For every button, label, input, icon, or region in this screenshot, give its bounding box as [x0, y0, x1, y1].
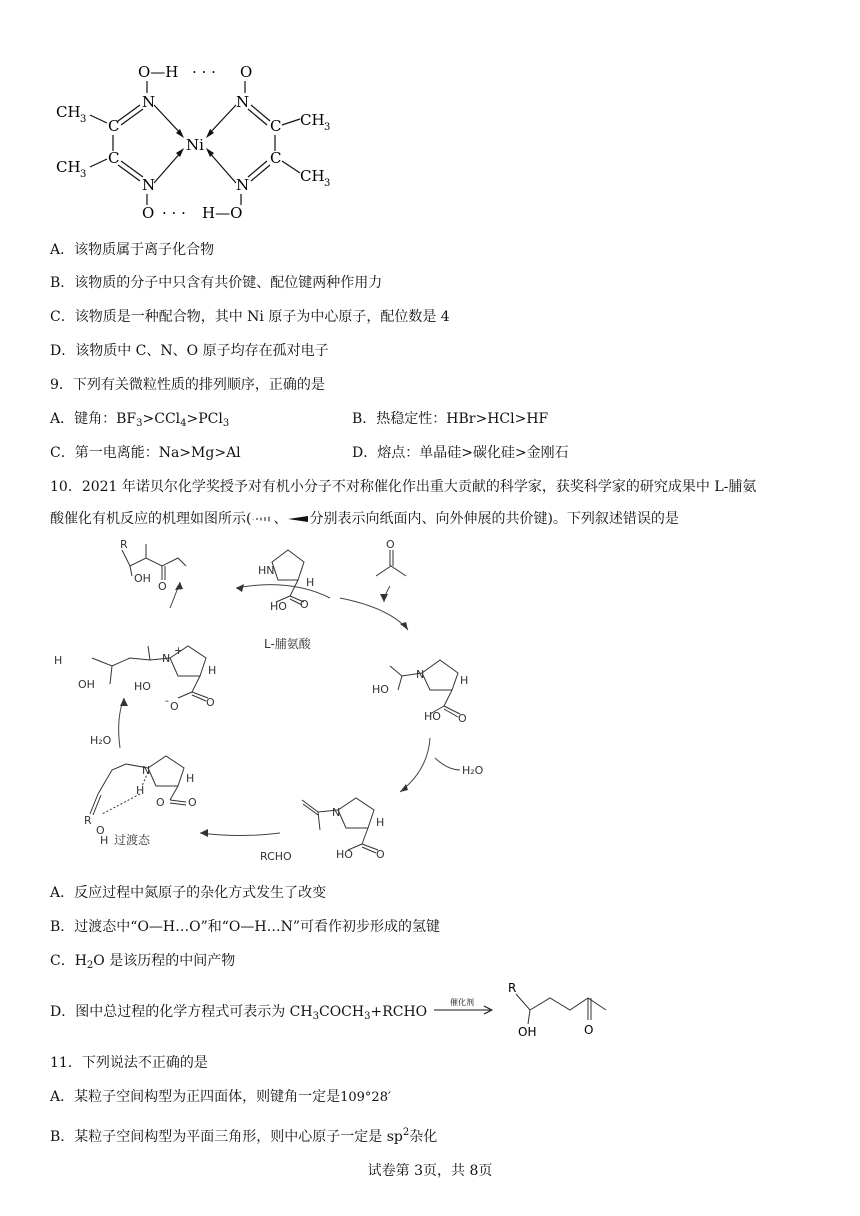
svg-text:O: O [206, 696, 215, 709]
svg-text:HO: HO [270, 600, 287, 613]
svg-text:H: H [460, 674, 469, 687]
svg-text:C: C [108, 117, 120, 135]
svg-text:3: 3 [80, 114, 87, 125]
svg-text:3: 3 [80, 169, 87, 180]
hashed-wedge-icon [251, 515, 273, 523]
transition-state-label: 过渡态 [114, 833, 151, 847]
svg-text:CH: CH [300, 111, 325, 129]
rcho-label: RCHO [260, 850, 292, 863]
svg-text:N: N [162, 652, 171, 665]
svg-text:H: H [376, 816, 385, 829]
svg-text:O: O [376, 848, 385, 861]
svg-text:H: H [54, 654, 63, 667]
svg-text:N: N [142, 176, 156, 194]
svg-text:O: O [458, 712, 467, 725]
svg-text:O: O [156, 796, 165, 809]
svg-text:O: O [142, 204, 155, 222]
svg-text:OH: OH [78, 678, 95, 691]
svg-text:N: N [142, 764, 151, 777]
svg-text:OH: OH [518, 1025, 537, 1039]
svg-text:CH: CH [56, 103, 81, 121]
proline-label: L-脯氨酸 [264, 637, 311, 651]
svg-text:N: N [236, 176, 250, 194]
svg-text:HO: HO [372, 683, 389, 696]
svg-text:R: R [84, 814, 92, 827]
svg-text:3: 3 [324, 178, 331, 189]
svg-text:H: H [100, 834, 109, 847]
q8-option-c: C．该物质是一种配合物，其中 Ni 原子为中心原子，配位数是 4 [50, 309, 450, 325]
svg-text:+: + [174, 644, 184, 657]
solid-wedge-icon [287, 515, 309, 523]
q10-option-d: D．图中总过程的化学方程式可表示为 $CH_3COCH_3+RCHO$ [50, 1004, 428, 1022]
q9-option-d: D．熔点：单晶硅>碳化硅>金刚石 [352, 445, 569, 461]
q8-option-a: A．该物质属于离子化合物 [50, 242, 215, 258]
q10-option-a: A．反应过程中氮原子的杂化方式发生了改变 [50, 885, 327, 901]
q11-option-a: A．某粒子空间构型为正四面体，则键角一定是109°28′ [50, 1089, 391, 1105]
svg-text:CH: CH [56, 158, 81, 176]
proline-catalysis-cycle [50, 538, 530, 868]
svg-text:R: R [508, 981, 517, 995]
svg-text:R: R [120, 538, 128, 551]
svg-text:H: H [306, 576, 315, 589]
q9-option-b: B．热稳定性：HBr>HCl>HF [352, 411, 549, 427]
svg-text:H—O: H—O [202, 204, 243, 222]
ni-atom: Ni [186, 136, 204, 154]
svg-text:OH: OH [134, 572, 151, 585]
q10-stem-line1: 10．2021 年诺贝尔化学奖授予对有机小分子不对称催化作出重大贡献的科学家，获奖科学家的研究成果中 L-脯氨 [50, 479, 757, 495]
svg-text:C: C [108, 149, 120, 167]
q8-option-d: D．该物质中 C、N、O 原子均存在孤对电子 [50, 343, 329, 359]
dots-top: · · · [192, 63, 216, 81]
svg-text:O: O [386, 538, 395, 551]
svg-text:N: N [416, 668, 425, 681]
q11-option-b: B．某粒子空间构型为平面三角形，则中心原子一定是 $sp^2$杂化 [50, 1127, 438, 1145]
water-in-label: H₂O [90, 734, 112, 747]
svg-text:H: H [186, 772, 195, 785]
q11-stem: 11．下列说法不正确的是 [50, 1055, 208, 1071]
svg-text:HO: HO [424, 710, 441, 723]
q10-stem-line2: 酸催化有机反应的机理如图所示( 、 分别表示向纸面内、向外伸展的共价键)。下列叙述错误的是 [50, 511, 679, 527]
svg-text:O: O [300, 598, 309, 611]
nickel-complex-structure [50, 55, 350, 225]
q9-stem: 9．下列有关微粒性质的排列顺序，正确的是 [50, 377, 325, 393]
svg-text:· · ·: · · · [162, 204, 186, 222]
q9-option-c: C．第一电离能：Na>Mg>Al [50, 445, 241, 461]
catalyst-arrow [432, 996, 496, 1020]
oh-top: O—H [138, 63, 179, 81]
svg-text:3: 3 [324, 122, 331, 133]
svg-text:HN: HN [258, 564, 275, 577]
svg-text:C: C [270, 117, 282, 135]
svg-text:N: N [142, 93, 156, 111]
q8-option-b: B．该物质的分子中只含有共价键、配位键两种作用力 [50, 275, 383, 291]
page-footer: 试卷第 3页，共 8页 [367, 1163, 493, 1179]
svg-text:O: O [158, 580, 167, 593]
svg-text:O: O [96, 824, 105, 837]
q10-option-c: C．$H_2O$ 是该历程的中间产物 [50, 953, 236, 971]
svg-text:N: N [332, 806, 341, 819]
o-top-right: O [240, 63, 253, 81]
q9-option-a: A．键角：$BF_3>CCl_4>PCl_3$ [50, 411, 230, 429]
svg-text:N: N [236, 93, 250, 111]
svg-text:O: O [170, 700, 179, 713]
svg-text:C: C [270, 149, 282, 167]
svg-text:O: O [188, 796, 197, 809]
svg-text:CH: CH [300, 167, 325, 185]
aldol-product-structure [500, 980, 620, 1040]
q10-option-b: B．过渡态中“O—H…O”和“O—H…N”可看作初步形成的氢键 [50, 919, 441, 935]
svg-text:催化剂: 催化剂 [450, 998, 474, 1007]
svg-text:H: H [136, 784, 145, 797]
svg-text:HO: HO [134, 680, 151, 693]
svg-text:H: H [208, 664, 217, 677]
svg-text:-: - [165, 694, 169, 707]
svg-text:HO: HO [336, 848, 353, 861]
svg-text:O: O [584, 1023, 594, 1037]
water-out-label: H₂O [462, 764, 484, 777]
